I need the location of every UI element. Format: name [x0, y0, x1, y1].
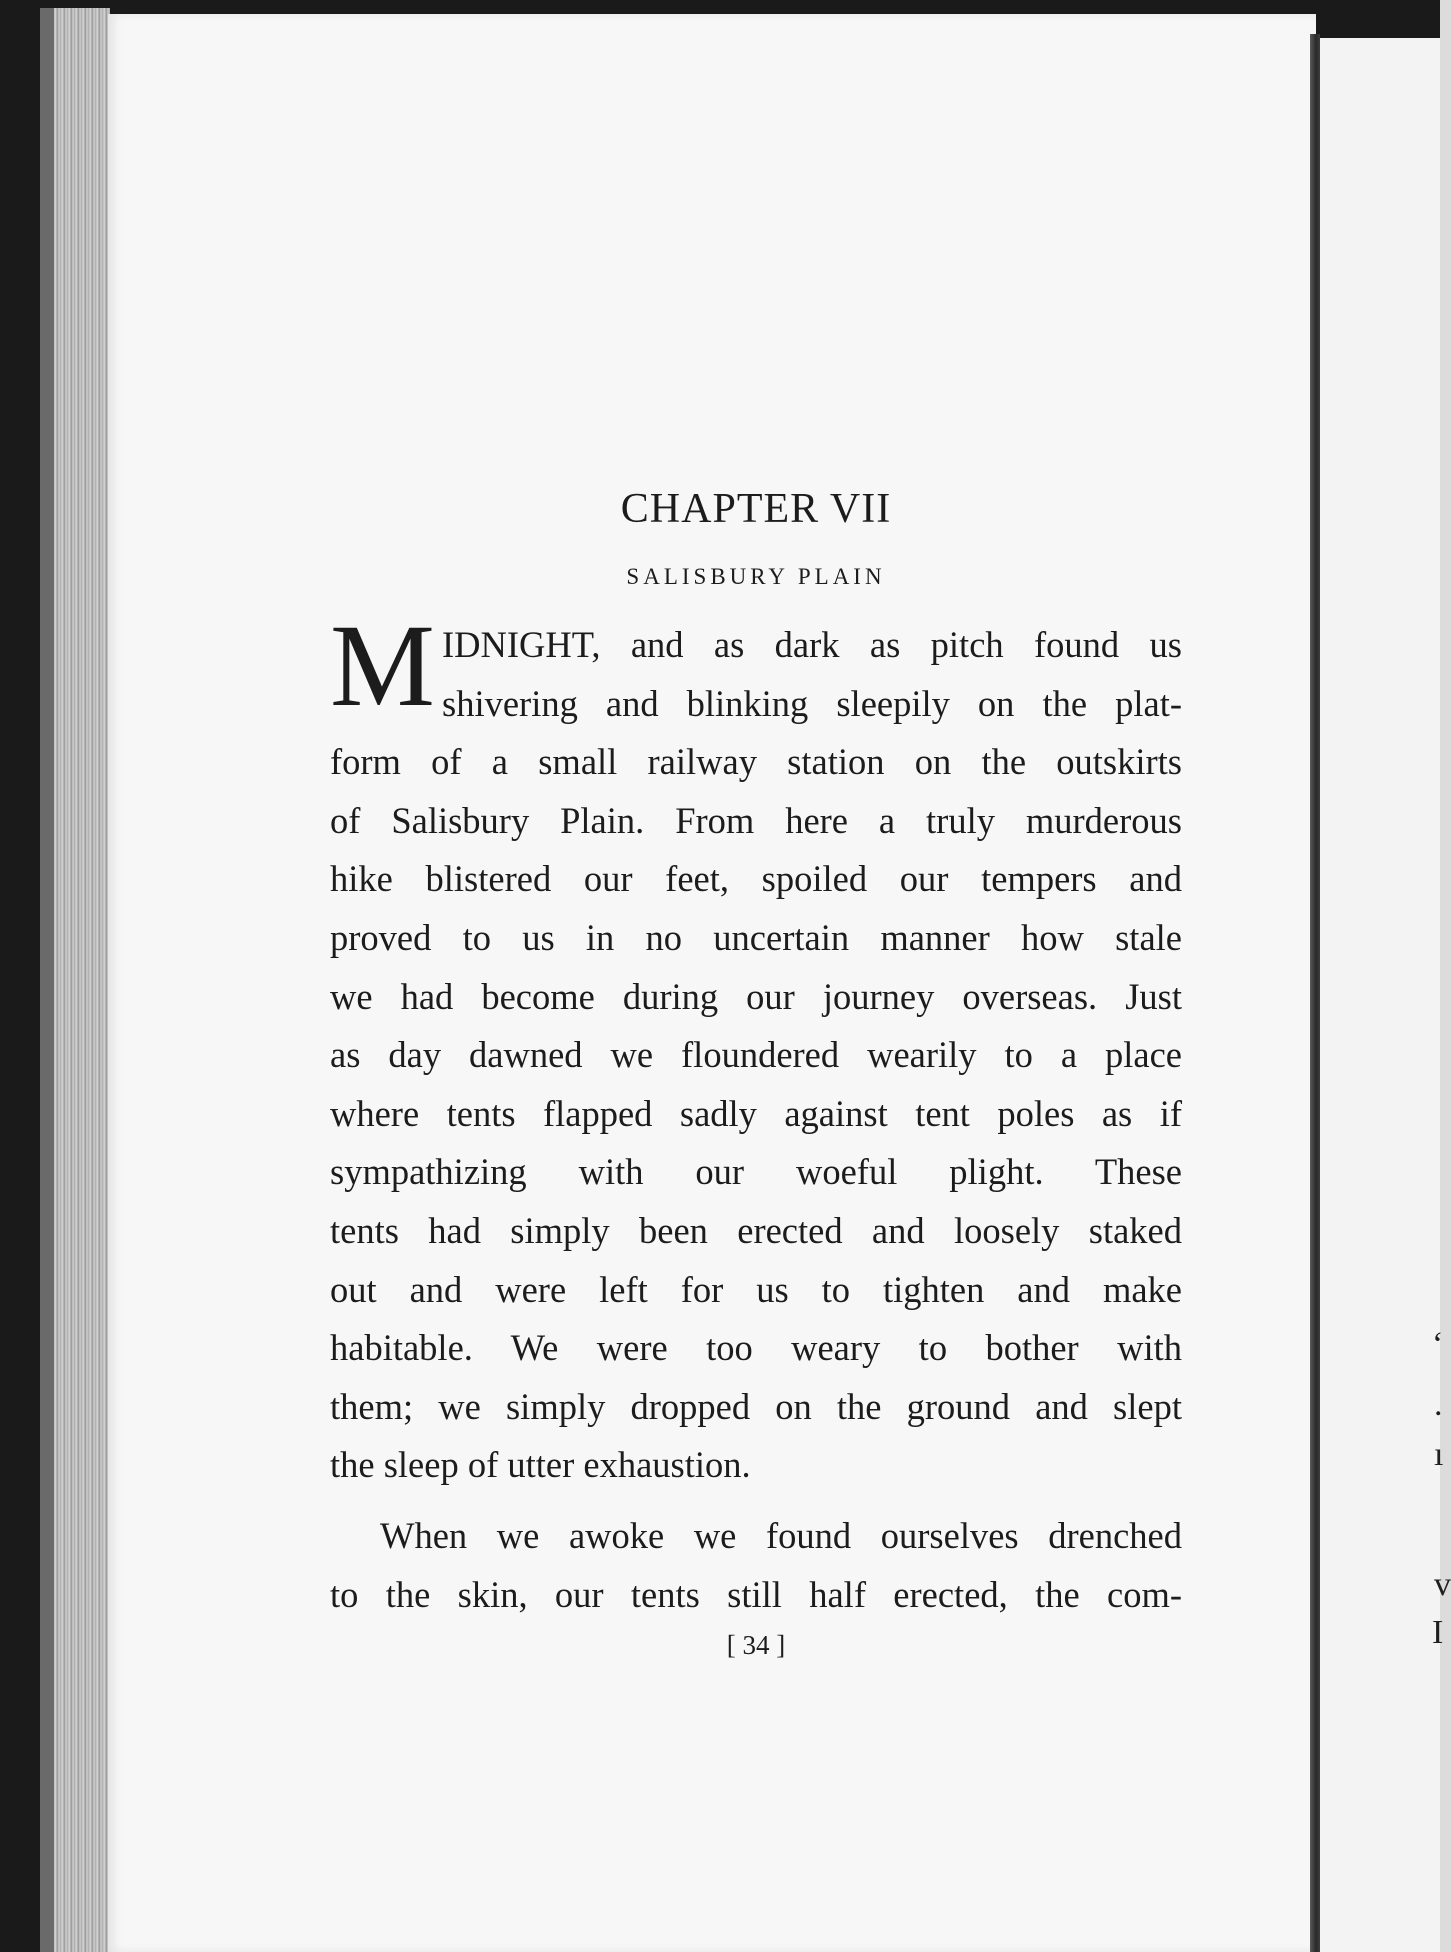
text-line: habitable. We were too weary to bother with: [330, 1327, 1182, 1369]
text-line: form of a small railway station on the outskirts: [330, 741, 1182, 783]
opposite-page-fragment: ‘: [1432, 1326, 1444, 1363]
paragraph-1: [330, 600, 1182, 1495]
opposite-page-edge: [1320, 38, 1451, 1952]
text-line: them; we simply dropped on the ground and slept: [330, 1385, 1182, 1427]
page-text-block: [330, 470, 1182, 1660]
paragraph-2: [330, 1507, 1182, 1624]
text-line: as day dawned we floundered wearily to a place: [330, 1034, 1182, 1076]
text-line: proved to us in no uncertain manner how stale: [330, 916, 1182, 958]
text-line: sympathizing with our woeful plight. These: [330, 1151, 1182, 1193]
text-line: of Salisbury Plain. From here a truly murderous: [330, 799, 1182, 841]
text-line: we had become during our journey overseas. Just: [330, 975, 1182, 1017]
book-page: [108, 14, 1316, 1952]
text-line: to the skin, our tents still half erected, the com-: [330, 1573, 1182, 1615]
book-gutter: [1310, 34, 1320, 1952]
page-edges: [40, 8, 110, 1952]
opposite-page-fragment: .: [1434, 1386, 1443, 1423]
chapter-subtitle: SALISBURY PLAIN: [626, 564, 886, 589]
drop-cap: M: [330, 600, 435, 731]
chapter-title: CHAPTER VII: [620, 486, 892, 532]
text-line: hike blistered our feet, spoiled our tempers and: [330, 858, 1182, 900]
text-line: IDNIGHT, and as dark as pitch found us: [442, 624, 1182, 665]
opposite-page-fragment: ı: [1434, 1436, 1444, 1473]
text-line: where tents flapped sadly against tent poles as if: [330, 1092, 1182, 1134]
opposite-page-fragment: v: [1434, 1566, 1451, 1603]
text-line: the sleep of utter exhaustion.: [330, 1444, 751, 1486]
text-line: When we awoke we found ourselves drenched: [380, 1514, 1182, 1556]
text-line: tents had simply been erected and loosely staked: [330, 1209, 1182, 1251]
text-line: out and were left for us to tighten and make: [330, 1268, 1182, 1310]
text-line: shivering and blinking sleepily on the plat-: [442, 682, 1182, 724]
opposite-page-fragment: I: [1432, 1614, 1444, 1651]
page-number: [ 34 ]: [726, 1630, 786, 1660]
